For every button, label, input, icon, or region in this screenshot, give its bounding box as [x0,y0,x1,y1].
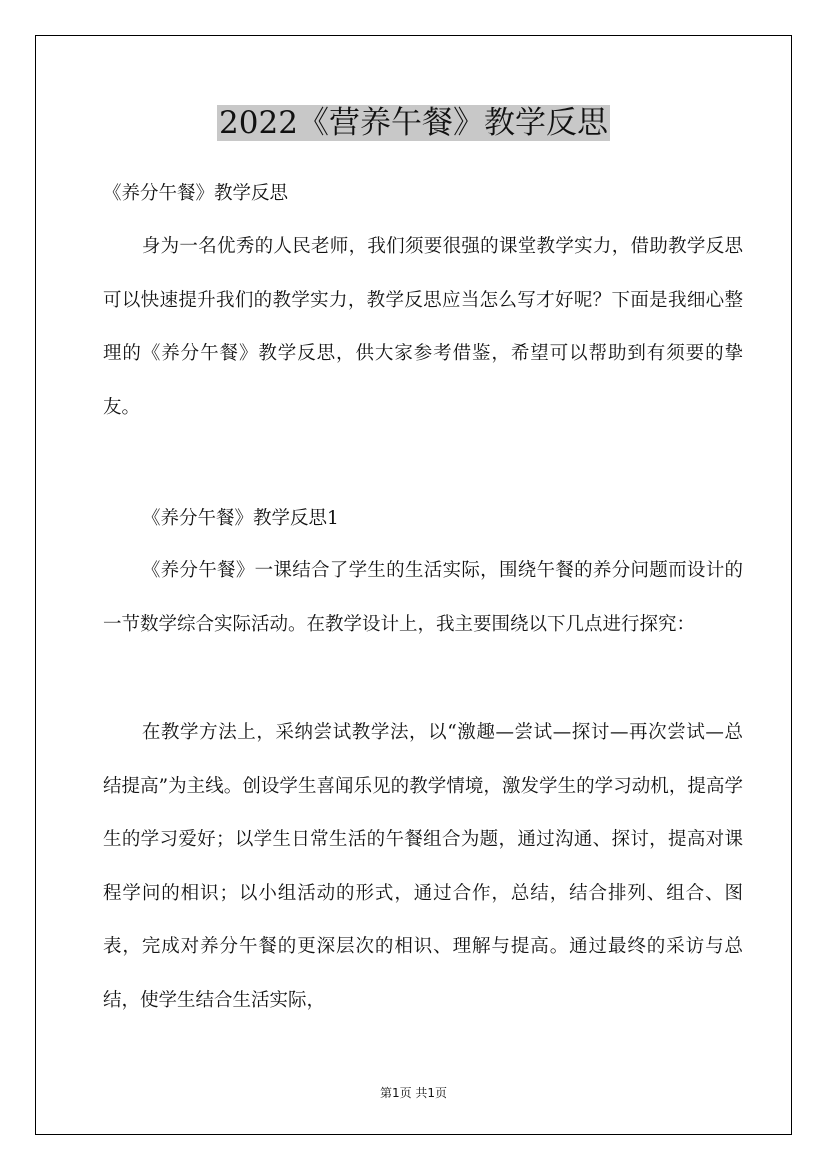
document-title [0,103,827,143]
section-paragraph: 在教学方法上，采纳尝试教学法，以“激趣—尝试—探讨—再次尝试—总结提高”为主线。创设学生喜闻乐见的教学情境，激发学生的学习动机，提高学生的学习爱好；以学生日常生活的午餐组合为题，通过沟通、探讨，提高对课程学问的相识；以小组活动的形式，通过合作，总结，结合排列、组合、图表，完成对养分午餐的更深层次的相识、理解与提高。通过最终的采访与总结，使学生结合生活实际， [103,722,743,1011]
section-paragraph: 《养分午餐》一课结合了学生的生活实际，围绕午餐的养分问题而设计的一节数学综合实际活动。在教学设计上，我主要围绕以下几点进行探究： [103,560,743,635]
document-title-text: 2022《营养午餐》教学反思 [219,105,608,141]
document-subtitle: 《养分午餐》教学反思 [103,183,289,204]
page-number-footer: 第1页 共1页 [379,1086,448,1100]
section-heading: 《养分午餐》教学反思1 [142,508,339,529]
intro-paragraph: 身为一名优秀的人民老师，我们须要很强的课堂教学实力，借助教学反思可以快速提升我们的教学实力，教学反思应当怎么写才好呢？下面是我细心整理的《养分午餐》教学反思，供大家参考借鉴，希望可以帮助到有须要的挚友。 [103,236,743,418]
